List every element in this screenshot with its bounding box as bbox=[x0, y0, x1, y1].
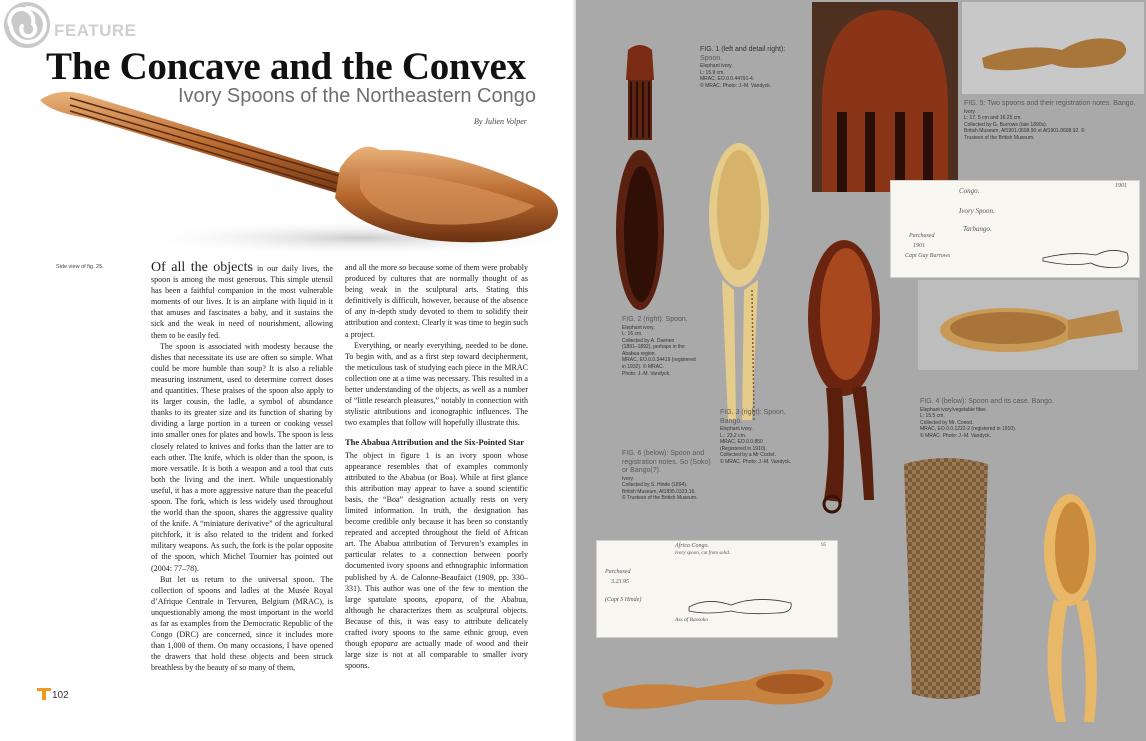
fig1-detail-photo bbox=[812, 2, 958, 192]
handwritten-note: 95 bbox=[821, 543, 826, 548]
paragraph-text: are actually made of wood and their large size is not at all comparable to smaller ivory spoons. bbox=[345, 639, 528, 671]
caption-line: (Registered in 1910). bbox=[720, 445, 767, 452]
handwritten-note: Purchased bbox=[909, 233, 935, 239]
fig6-spoon-photo bbox=[598, 650, 842, 730]
page-number: 102 bbox=[52, 690, 69, 701]
handwritten-note: Africa Congo. bbox=[675, 543, 709, 549]
swirl-logo-icon bbox=[2, 0, 52, 50]
fig6-title: FIG. 6 (below): Spoon and registration notes. So (Soko) or Bango(?). bbox=[622, 450, 711, 474]
caption-line: British Museum, Af1901.0608.90 et Af1901.0608.92. © bbox=[964, 128, 1085, 135]
fig1-caption bbox=[700, 46, 800, 89]
fig4-spoon-photo bbox=[1030, 490, 1110, 730]
caption-line: MRAC, EO.0.0.44791-4. bbox=[700, 76, 755, 83]
handwritten-note: Capt Guy Burrows bbox=[905, 253, 951, 259]
paragraph-text: in our daily lives, the spoon is among the most generous. This simple utensil has been a faithful companion in the most vulnerable moments of our lives. It is an airplane with liquid in it that amuses and fascinates a baby, and it sustains the sick and the weak in need of nourishment, allowing them to be easily fed. bbox=[151, 264, 333, 340]
paragraph: and all the more so because some of them were probably produced by cultures that are normally thought of as being weak in the sculptural arts. Stating this definitively is difficult, however, because of the absence of any in-depth study devoted to them to solidify their attribution and context. Clearly it was time to begin such a project. bbox=[345, 263, 528, 339]
caption-line: Ivory. bbox=[622, 475, 634, 482]
handwritten-note: Purchased bbox=[605, 569, 631, 575]
text-column-2 bbox=[345, 262, 528, 671]
caption-line: Elephant ivory. bbox=[720, 426, 753, 432]
magazine-t-icon bbox=[37, 687, 51, 701]
caption-line: (1891–1892), perhaps in the bbox=[622, 344, 685, 351]
paragraph bbox=[345, 450, 528, 672]
caption-line: L: 15.5 cm. bbox=[920, 413, 945, 420]
caption-line: Collected by A. Daenen bbox=[622, 337, 675, 344]
caption-line: MRAC, EO.0.0.1222-2 (registered in 1910). bbox=[920, 426, 1017, 433]
caption-line: © MRAC. Photo: J.-M. Vandyck. bbox=[920, 432, 992, 439]
paragraph-text: The object in figure 1 is an ivory spoon whose appearance resembles that of examples commonly attributed to the Ababua (or Boa). While at first glance this attribution may appear to have a sound scientific basis, the “Boa” designation actually rests on very limited information. In truth, the designation has become credible only because it has been so constantly repeated and accepted throughout the field of African art. The Ababua attribution of Tervuren’s examples in particular relates to a connection between poorly documented ivory spoons and ethnographic information published by A. de Calonne-Beaufaict (1909, pp. 330–331). This author was one of the few to mention the large spatulate spoons, bbox=[345, 450, 528, 604]
fig1-spoon-photo bbox=[614, 40, 666, 312]
caption-line: Collected by a Mr Coclet. bbox=[720, 452, 776, 459]
paragraph: But let us return to the universal spoon. The collection of spoons and ladles at the Musée Royal d’Afrique Centrale in Tervuren, Belgium (MRAC), is unquestionably among the most important in the world as far as examples from the Democratic Republic of the Congo (DRC) are concerned, since it includes more than 1,000 of them. On many occasions, I have opened the drawers that hold these objects and been struck breathless by the beauty of so many of them, bbox=[151, 574, 333, 673]
fig5-caption bbox=[964, 100, 1140, 141]
fig6-caption bbox=[622, 450, 718, 502]
lead-in: Of all the objects bbox=[151, 260, 253, 275]
caption-line: MRAC, EO.0.0.34419 (registered bbox=[622, 357, 696, 364]
handwritten-note: Ivory spoon, cut from solid. bbox=[675, 551, 731, 556]
fig4-title: FIG. 4 (below): Spoon and its case. Bango. bbox=[920, 398, 1054, 405]
fig2-caption bbox=[622, 316, 712, 377]
article-title: The Concave and the Convex bbox=[46, 45, 526, 88]
article-subtitle: Ivory Spoons of the Northeastern Congo bbox=[178, 85, 536, 107]
handwritten-note: Tarbango. bbox=[963, 225, 992, 233]
caption-line: Ababua region. bbox=[622, 350, 656, 357]
caption-line: L.: 23.2 cm. bbox=[720, 432, 747, 439]
section-label: FEATURE bbox=[54, 21, 137, 40]
handwritten-note: Ivory Spoon. bbox=[959, 207, 995, 215]
caption-line: © MRAC. Photo: J.-M. Vandyck. bbox=[720, 458, 792, 465]
spoon-sketch bbox=[1041, 243, 1131, 273]
caption-line: Elephant ivory. bbox=[700, 63, 733, 69]
paragraph-text: , of the Ababua, although he characterizes them as sculptural objects. Because of this, it was easy to attribute delicately crafted ivory spoons to the same ethnic group, even though bbox=[345, 594, 528, 649]
fig3-caption bbox=[720, 409, 816, 466]
handwritten-note: 1901 bbox=[1115, 183, 1127, 189]
fig3-title: FIG. 3 (right): Spoon. bbox=[720, 409, 786, 416]
side-view-caption: Side view of fig. 25. bbox=[56, 264, 104, 270]
caption-line: L: 16 cm. bbox=[622, 331, 643, 338]
fig5-title: FIG. 5: Two spoons and their registration notes. Bango. bbox=[964, 100, 1136, 107]
fig5-spoon-photo-2 bbox=[918, 280, 1138, 370]
caption-line: in 1932). © MRAC. bbox=[622, 364, 665, 371]
term: epopara bbox=[371, 639, 398, 649]
handwritten-note: 1901 bbox=[913, 243, 925, 249]
fig2-spoon-photo bbox=[706, 140, 772, 430]
fig5-spoons-photo bbox=[962, 2, 1144, 94]
paragraph bbox=[151, 262, 333, 341]
caption-line: © MRAC. Photo: J.-M. Vandyck. bbox=[700, 82, 772, 89]
caption-line: Collected by Mr. Conod. bbox=[920, 419, 974, 426]
handwritten-note: Congo. bbox=[959, 187, 980, 195]
fig6-registration-card bbox=[596, 540, 838, 638]
section-subheading: The Ababua Attribution and the Six-Pointed Star bbox=[345, 437, 525, 448]
caption-line: British Museum, Af1895.0323.16. bbox=[622, 488, 696, 495]
caption-line: Collected by G. Burrows (late 1890s). bbox=[964, 121, 1048, 128]
caption-line: Elephant ivory. bbox=[622, 324, 655, 331]
caption-line: Trustees of the British Museum. bbox=[964, 134, 1035, 141]
fig4-basket-case-photo bbox=[896, 454, 996, 704]
fig3-spoon-photo bbox=[802, 238, 886, 518]
handwritten-note: Ass of Bassoko bbox=[675, 617, 708, 623]
handwritten-note: 3.23.95 bbox=[611, 579, 629, 585]
right-page bbox=[576, 0, 1146, 741]
fig5-registration-card bbox=[890, 180, 1140, 278]
spoon-sketch bbox=[687, 591, 797, 617]
paragraph: Everything, or nearly everything, needed to be done. To begin with, and as a first step toward decipherment, the meticulous task of studying each piece in the MRAC collection one at a time was necessary. This resulted in a better understanding of the objects, as well as a number of “little research pleasures,” notably in connection with stylistic attributions and iconographic influences. The two examples that follow will hopefully illustrate this. bbox=[345, 340, 528, 428]
caption-line: Elephant ivory/vegetable fiber. bbox=[920, 406, 987, 413]
paragraph: The spoon is associated with modesty because the dishes that necessitate its use are often so simple. What could be more humble than soup? It is also a reliable measuring instrument, used to determine correct doses and quantities. These praises of the spoon also apply to its larger cousin, the ladle, a symbol of abundance thanks to its greater size and its function of sharing by dividing a large portion in a tureen or cooking vessel into smaller ones for plates and bowls. The spoon is less closely related to knives and forks than the latter are to each other. The knife, which is older than the spoon, is more versatile. It is both a weapon and a tool that cuts both the living and the inert. While unquestionably useful, it has a more aggressive nature than the peaceful spoon. The fork, which is less widely used throughout the world than the spoon, shares the aggressive quality of the knife. A “miniature derivative” of the agricultural pitchfork, it is also related to the trident and forked military weapons. As such, the fork is the polar opposite of the spoon, which Michel Tournier has pointed out (2004: 77–78). bbox=[151, 341, 333, 573]
term: epopara bbox=[434, 594, 462, 604]
caption-line: Ivory. bbox=[964, 108, 976, 115]
caption-line: Photo: J.-M. Vandyck. bbox=[622, 370, 671, 377]
text-column-1 bbox=[151, 262, 333, 673]
fig2-title: FIG. 2 (right): Spoon. bbox=[622, 316, 688, 323]
byline: By Julien Volper bbox=[474, 117, 527, 126]
caption-line: L: 15.9 cm. bbox=[700, 69, 725, 76]
fig4-caption bbox=[920, 398, 1076, 439]
caption-line: © Trustees of the British Museum. bbox=[622, 495, 698, 502]
fig1-title: FIG. 1 (left and detail right): bbox=[700, 46, 786, 53]
fig3-subtitle: Bango. bbox=[720, 417, 743, 425]
caption-line: MRAC, EO.0.0.850 bbox=[720, 439, 763, 446]
fig1-subtitle: Spoon. bbox=[700, 54, 723, 62]
handwritten-note: (Capt S Hinde) bbox=[605, 597, 642, 603]
caption-line: Collected by S. Hinde (1894). bbox=[622, 482, 688, 489]
caption-line: L: 17. 5 cm and 16.25 cm. bbox=[964, 115, 1022, 122]
